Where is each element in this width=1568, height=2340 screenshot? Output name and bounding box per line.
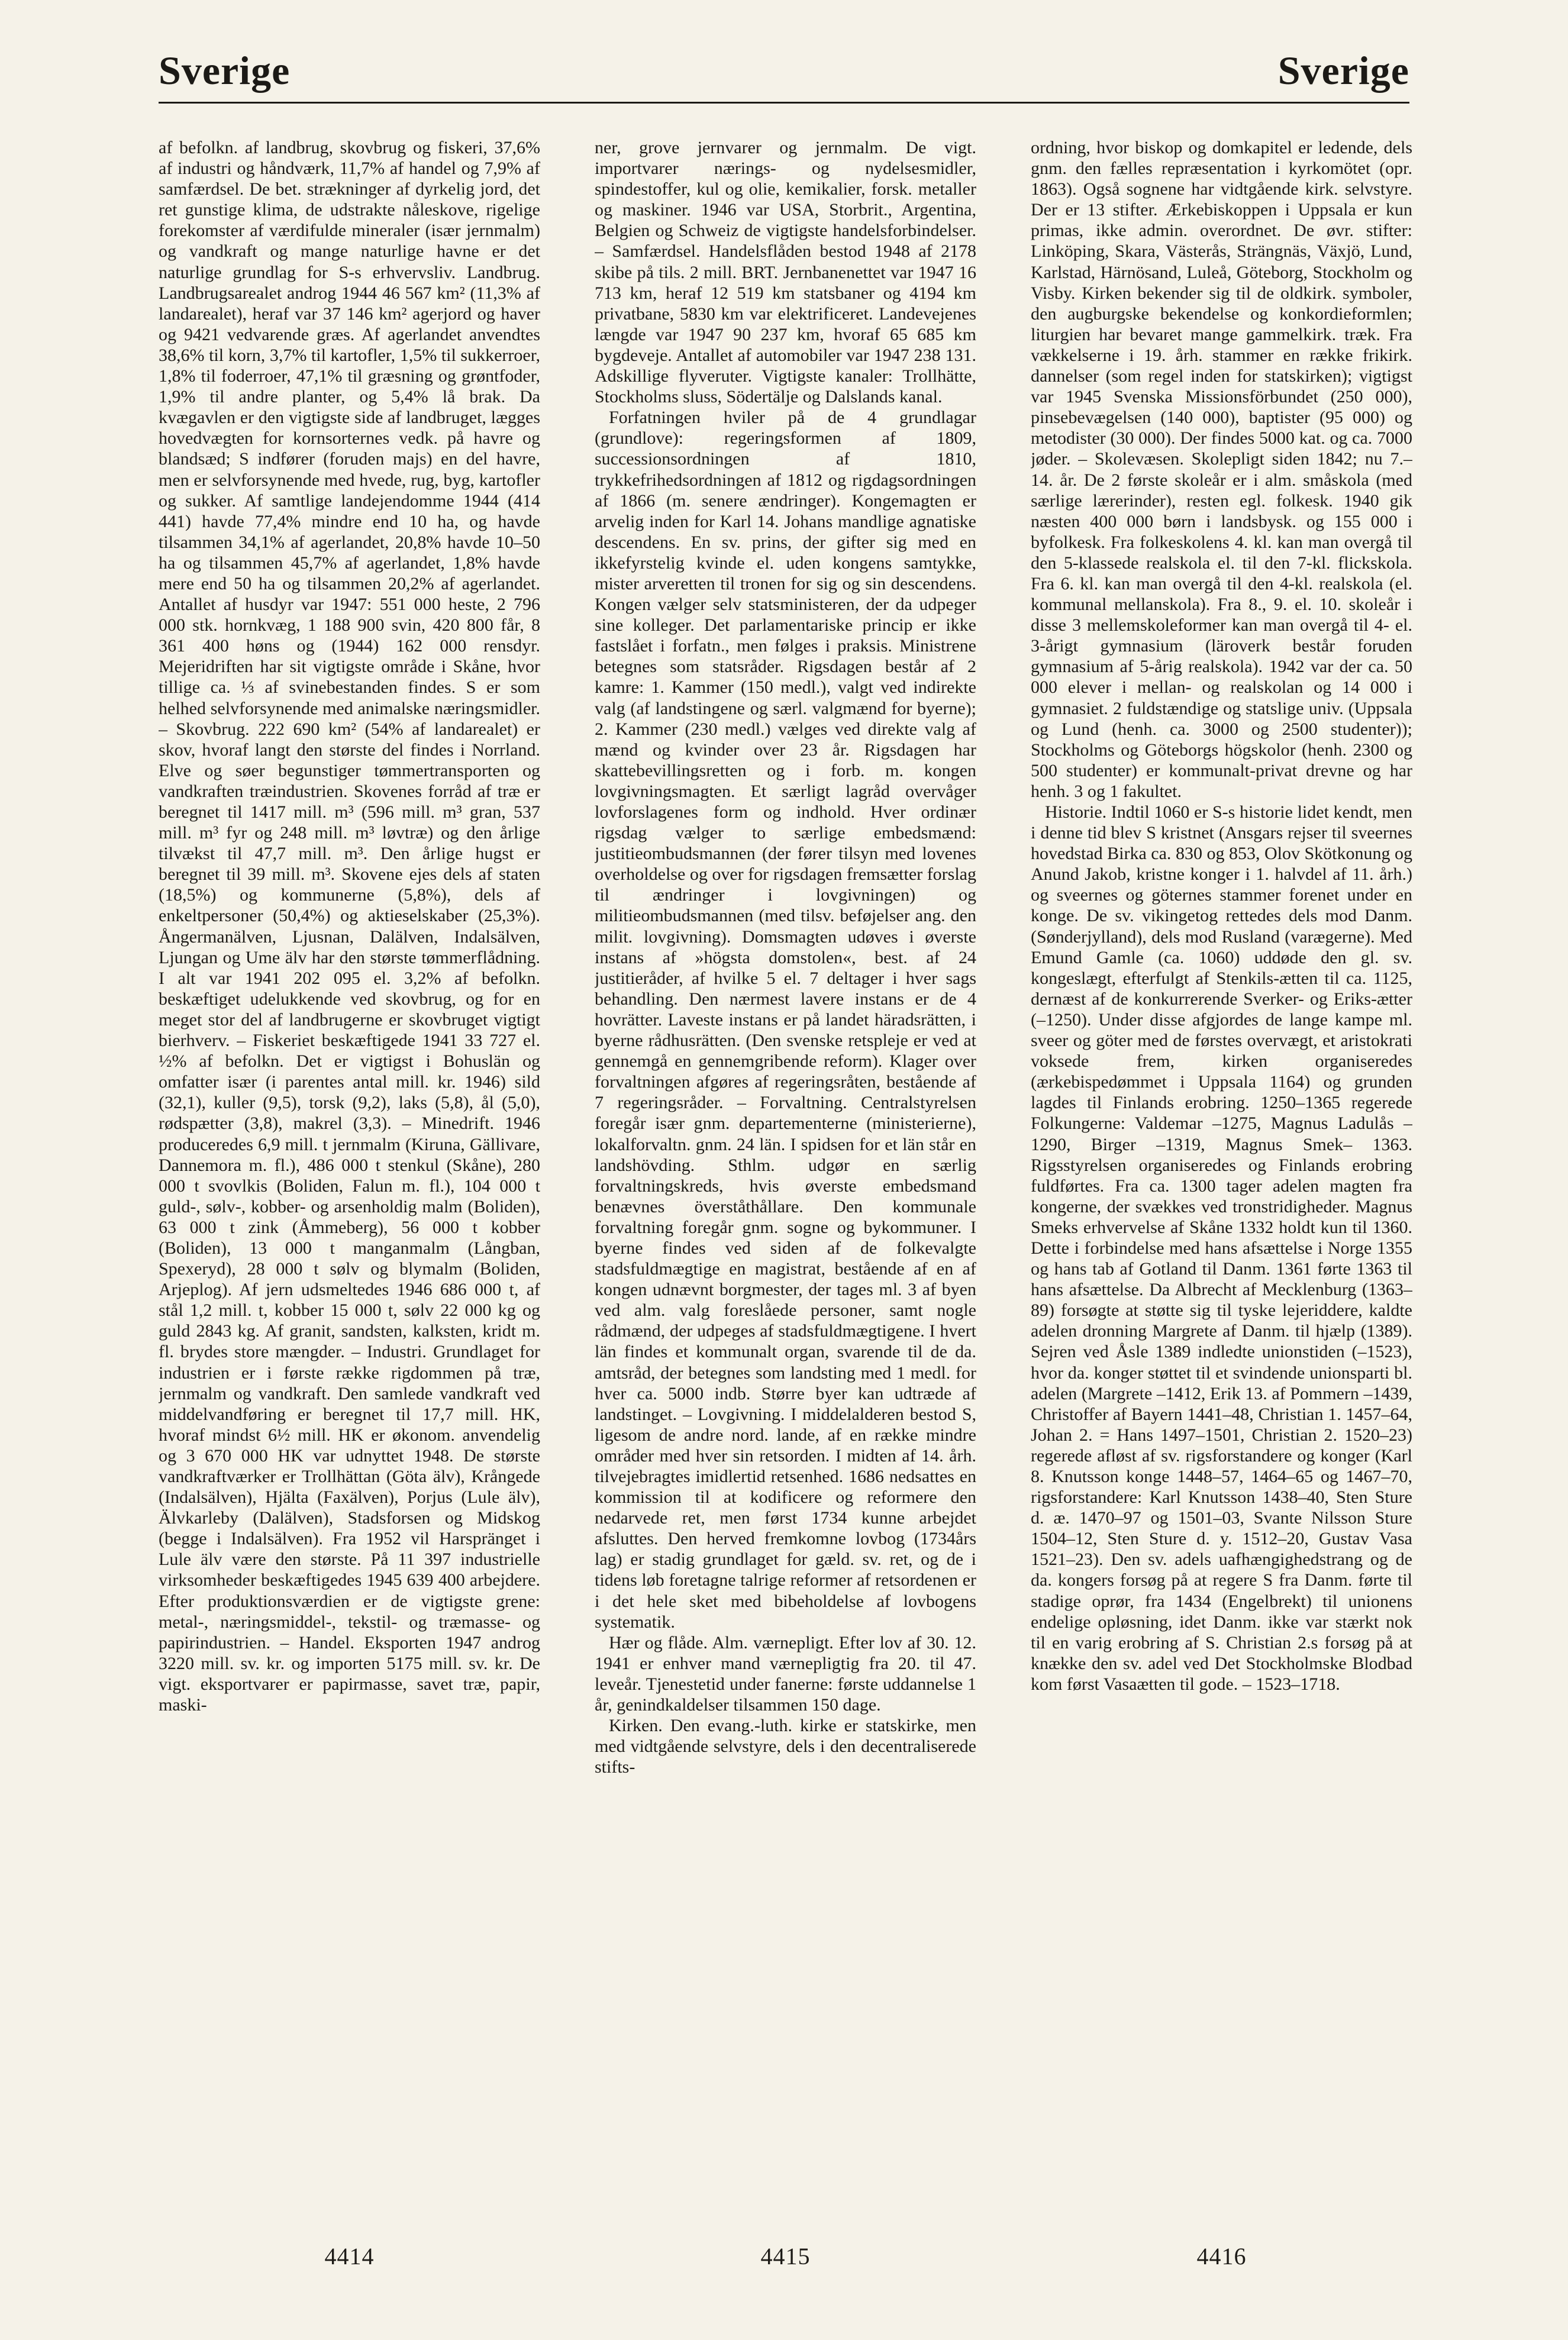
page-number-right: 4416 (1196, 2243, 1247, 2270)
header-rule (159, 102, 1409, 104)
column-2-paragraph-1: ner, grove jernvarer og jernmalm. De vigt. importvarer nærings- og nydelsesmidler, spindestoffer, kul og olie, kemikalier, forsk. metaller og maskiner. 1946 var USA, Storbrit., Argentina, Belgien og Schweiz de vigtigste handelsforbindelser. – Samfærdsel. Handelsflåden bestod 1948 af 2178 skibe på tils. 2 mill. BRT. Jernbanenettet var 1947 16 713 km, heraf 12 519 km statsbaner og 4194 km privatbane, 5830 km var elektrificeret. Landevejenes længde var 1947 90 237 km, hvoraf 65 685 km bygdeveje. Antallet af automobiler var 1947 238 131. Adskillige flyveruter. Vigtigste kanaler: Trollhätte, Stockholms sluss, Södertälje og Dalslands kanal. (595, 138, 976, 407)
column-3-paragraph-2: Historie. Indtil 1060 er S-s historie lidet kendt, men i denne tid blev S kristnet (Ansgars rejser til sveernes hovedstad Birka ca. 830 og 853, Olov Skötkonung og Anund Jakob, kristne konger i 1. halvdel af 11. årh.) og sveernes og göternes stammer forenet under en konge. De sv. vikingetog rettedes dels mod Danm. (Sønderjylland), dels mod Rusland (varægerne). Med Emund Gamle (ca. 1060) uddøde den gl. sv. kongeslægt, efterfulgt af Stenkils-ætten til ca. 1125, dernæst af de konkurrerende Sverker- og Eriks-ætter (–1250). Under disse afgjordes de lange kampe ml. sveer og göter med de førstes overvægt, et aristokrati voksede frem, kirken organiseredes (ærkebispedømmet i Uppsala 1164) og grunden lagdes til Finlands erobring. 1250–1365 regerede Folkungerne: Valdemar –1275, Magnus Ladulås –1290, Birger –1319, Magnus Smek– 1363. Rigsstyrelsen organiseredes og Finlands erobring fuldførtes. Fra ca. 1300 tager adelen magten fra kongerne, der svækkes ved tronstridigheder. Magnus Smeks erhvervelse af Skåne 1332 holdt kun til 1360. Dette i forbindelse med hans afsættelse i Norge 1355 og hans tab af Gotland til Danm. 1361 førte 1363 til hans afsættelse. Da Albrecht af Mecklenburg (1363–89) forsøgte at støtte sig til tyske lejeriddere, kaldte adelen dronning Margrete af Danm. til hjælp (1389). Sejren ved Åsle 1389 indledte unionstiden (–1523), hvor da. konger støttet til et svindende unionsparti bl. adelen (Margrete –1412, Erik 13. af Pommern –1439, Christoffer af Bayern 1441–48, Christian 1. 1457–64, Johan 2. = Hans 1497–1501, Christian 2. 1520–23) regerede afløst af sv. rigsforstandere og konger (Karl 8. Knutsson konge 1448–57, 1464–65 og 1467–70, rigsforstandere: Karl Knutsson 1438–40, Sten Sture d. æ. 1470–97 og 1501–03, Svante Nilsson Sture 1504–12, Sten Sture d. y. 1512–20, Gustav Vasa 1521–23). Den sv. adels uafhængighedstrang og de da. kongers forsøg på at regere S fra Danm. førte til stadige oprør, fra 1434 (Engelbrekt) til unionens endelige opløsning, idet Danm. ikke var stærkt nok til en varig erobring af S. Christian 2.s forsøg på at knække den sv. adel ved Det Stockholmske Blodbad kom først Vasaætten til gode. – 1523–1718. (1031, 802, 1412, 1694)
running-head-right: Sverige (1277, 48, 1409, 93)
column-1-paragraph-1: af befolkn. af landbrug, skovbrug og fiskeri, 37,6% af industri og håndværk, 11,7% af handel og 7,9% af samfærdsel. De bet. strækninger af dyrkelig jord, det ret gunstige klima, de udstrakte nåleskove, rigelige forekomster af værdifulde mineraler (især jernmalm) og vandkraft og mange naturlige havne er det naturlige grundlag for S-s erhvervsliv. Landbrug. Landbrugsarealet androg 1944 46 567 km² (11,3% af landarealet), heraf var 37 146 km² agerjord og haver og 9421 vedvarende græs. Af agerlandet anvendtes 38,6% til korn, 3,7% til kartofler, 1,5% til sukkerroer, 1,8% til foderroer, 47,1% til græsning og grøntfoder, 1,9% til andre planter, og 5,4% lå brak. Da kvægavlen er den vigtigste side af landbruget, lægges hovedvægten for kornsorternes vedk. på havre og blandsæd; S indfører (foruden majs) en del havre, men er selvforsynende med hvede, rug, byg, kartofler og sukker. Af samtlige landejendomme 1944 (414 441) havde 77,4% mindre end 10 ha, og havde tilsammen 34,1% af agerlandet, 20,8% havde 10–50 ha og tilsammen 45,7% af agerlandet, 1,8% havde mere end 50 ha og tilsammen 20,2% af agerlandet. Antallet af husdyr var 1947: 551 000 heste, 2 796 000 stk. hornkvæg, 1 188 900 svin, 420 800 får, 8 361 400 høns og (1944) 162 000 rensdyr. Mejeridriften har sit vigtigste område i Skåne, hvor tillige ca. ⅓ af svinebestanden findes. S er som helhed selvforsynende med animalske næringsmidler. – Skovbrug. 222 690 km² (54% af landarealet) er skov, hvoraf langt den største del findes i Norrland. Elve og søer begunstiger tømmertransporten og vandkraften træindustrien. Skovenes forråd af træ er beregnet til 1417 mill. m³ (596 mill. m³ gran, 537 mill. m³ fyr og 248 mill. m³ løvtræ) og den årlige tilvækst til 47,7 mill. m³. Den årlige hugst er beregnet til 39 mill. m³. Skovene ejes dels af staten (18,5%) og kommunerne (5,8%), dels af enkeltpersoner (50,4%) og aktieselskaber (25,3%). Ångermanälven, Ljusnan, Dalälven, Indalsälven, Ljungan og Ume älv har den største tømmerflådning. I alt var 1941 202 095 el. 3,2% af befolkn. beskæftiget udelukkende ved skovbrug, og for en meget stor del af landbrugerne er skovbruget vigtigt bierhverv. – Fiskeriet beskæftigede 1941 33 727 el. ½% af befolkn. Det er vigtigst i Bohuslän og omfatter især (i parentes antal mill. kr. 1946) sild (32,1), kuller (9,5), torsk (9,2), laks (5,8), ål (5,0), rødspætter (3,8), makrel (3,3). – Minedrift. 1946 produceredes 6,9 mill. t jernmalm (Kiruna, Gällivare, Dannemora m. fl.), 486 000 t stenkul (Skåne), 280 000 t svovlkis (Boliden, Falun m. fl.), 104 000 t guld-, sølv-, kobber- og arsenholdig malm (Boliden), 63 000 t zink (Åmmeberg), 56 000 t kobber (Boliden), 13 000 t manganmalm (Långban, Spexeryd), 28 000 t sølv og blymalm (Boliden, Arjeplog). Af jern udsmeltedes 1946 686 000 t, af stål 1,2 mill. t, kobber 15 000 t, sølv 22 000 kg og guld 2843 kg. Af granit, sandsten, kalksten, kridt m. fl. brydes store mængder. – Industri. Grundlaget for industrien er i første række rigdommen på træ, jernmalm og vandkraft. Den samlede vandkraft ved middelvandføring er beregnet til 17,7 mill. HK, hvoraf mindst 6½ mill. HK er økonom. anvendelig og 3 670 000 HK var udnyttet 1948. De største vandkraftværker er Trollhättan (Göta älv), Krångede (Indalsälven), Hjälta (Faxälven), Porjus (Lule älv), Älvkarleby (Dalälven), Stadsforsen og Midskog (begge i Indalsälven). Fra 1952 vil Harspränget i Lule älv være den største. På 11 397 industrielle virksomheder beskæftigedes 1945 639 400 arbejdere. Efter produktionsværdien er de vigtigste grene: metal-, næringsmiddel-, tekstil- og træmasse- og papirindustrien. – Handel. Eksporten 1947 androg 3220 mill. sv. kr. og importen 5175 mill. sv. kr. De vigt. eksportvarer er papirmasse, savet træ, papir, maski- (159, 138, 540, 1715)
text-column-1 (159, 137, 540, 2214)
column-3-paragraph-1: ordning, hvor biskop og domkapitel er ledende, dels gnm. den fælles repræsentation i kyrkomötet (opr. 1863). Også sognene har vidtgående kirk. selvstyre. Der er 13 stifter. Ærkebiskoppen i Uppsala er kun primas, ikke admin. overordnet. De øvr. stifter: Linköping, Skara, Västerås, Strängnäs, Växjö, Lund, Karlstad, Härnösand, Luleå, Göteborg, Stockholm og Visby. Kirken bekender sig til de oldkirk. symboler, den augburgske bekendelse og konkordieformlen; liturgien har bevaret mange gammelkirk. træk. Fra vækkelserne i 19. årh. stammer en række frikirk. dannelser (som regel inden for statskirken); vigtigst var 1945 Svenska Missionsförbundet (250 000), pinsebevægelsen (140 000), baptister (95 000) og metodister (30 000). Der findes 5000 kat. og ca. 7000 jøder. – Skolevæsen. Skolepligt siden 1842; nu 7.–14. år. De 2 første skoleår er i alm. småskola (med særlige lærerinder), resten egl. folkesk. 1940 gik næsten 400 000 børn i landsbysk. og 155 000 i byfolkesk. Fra folkeskolens 4. kl. kan man overgå til den 5-klassede realskola el. til den 7-kl. flickskola. Fra 6. kl. kan man overgå til den 4-kl. realskola (el. kommunal mellanskola). Fra 8., 9. el. 10. skoleår i disse 3 mellemskoleformer kan man overgå til 4- el. 3-årigt gymnasium (läroverk består foruden gymnasium af 5-årig realskola). 1942 var der ca. 50 000 elever i mellan- og realskolan og 14 000 i gymnasiet. 2 fuldstændige og statslige univ. (Uppsala og Lund (henh. ca. 3000 og 2500 studenter)); Stockholms og Göteborgs högskolor (henh. 2300 og 500 studenter) er kommunalt-privat drevne og har henh. 3 og 1 fakultet. (1031, 138, 1412, 801)
column-2-paragraph-4: Kirken. Den evang.-luth. kirke er statskirke, men med vidtgående selvstyre, dels i den decentraliserede stifts- (595, 1716, 976, 1777)
page-number-middle: 4415 (760, 2243, 811, 2270)
page-number-left: 4414 (324, 2243, 375, 2270)
column-2-paragraph-2: Forfatningen hviler på de 4 grundlagar (grundlove): regeringsformen af 1809, successionsordningen af 1810, trykkefrihedsordningen af 1812 og rigdagsordningen af 1866 (m. senere ændringer). Kongemagten er arvelig inden for Karl 14. Johans mandlige agnatiske descendens. En sv. prins, der gifter sig med en ikkefyrstelig kvinde el. uden kongens samtykke, mister arveretten til tronen for sig og sin descendens. Kongen vælger selv statsministeren, der da udpeger sine kolleger. Det parlamentariske princip er ikke fastslået i forfatn., men følges i praksis. Ministrene betegnes som statsråder. Rigsdagen består af 2 kamre: 1. Kammer (150 medl.), valgt ved indirekte valg (af landstingene og særl. valgmænd for byerne); 2. Kammer (230 medl.) vælges ved direkte valg af mænd og kvinder over 23 år. Rigsdagen har skattebevillingsretten og i forb. m. kongen lovgivningsmagten. Et særligt lagråd overvåger lovforslagenes form og indhold. Hver ordinær rigsdag vælger to særlige embedsmænd: justitieombudsmannen (der fører tilsyn med lovenes overholdelse og over for rigsdagen fremsætter forslag til ændringer i lovgivningen) og militieombudsmannen (med tilsv. beføjelser ang. den milit. lovgivning). Domsmagten udøves i øverste instans af »högsta domstolen«, best. af 24 justitieråder, af hvilke 5 el. 7 deltager i hver sags behandling. Den nærmest lavere instans er de 4 hovrätter. Laveste instans er på landet häradsrätten, i byerne rådhusrätten. (Den svenske retspleje er ved at gennemgå en gennemgribende reform). Klager over forvaltningen afgøres af regeringsråten, bestående af 7 regeringsråder. – Forvaltning. Centralstyrelsen foregår især gnm. departementerne (ministerierne), lokalforvaltn. gnm. 24 län. I spidsen for et län står en landshövding. Sthlm. udgør en særlig forvaltningskreds, hvis øverste embedsmand benævnes överståthållare. Den kommunale forvaltning foregår gnm. sogne og bykommuner. I byerne findes ved siden af de folkevalgte stadsfuldmægtige en magistrat, bestående af en af kongen udnævnt borgmester, der tages ml. 3 af byen ved alm. valg foreslåede personer, samt nogle rådmænd, der udpeges af stadsfuldmægtigene. I hvert län findes et kommunalt organ, svarende til de da. amtsråd, der betegnes som landsting med 1 medl. for hver ca. 5000 indb. Større byer kan udtræde af landstinget. – Lovgivning. I middelalderen bestod S, ligesom de andre nord. lande, af en række mindre områder med hver sin retsorden. I midten af 14. årh. tilvejebragtes imidlertid retsenhed. 1686 nedsattes en kommission til at kodificere og reformere den nedarvede ret, men først 1734 kunne arbejdet afsluttes. Den herved fremkomne lovbog (1734års lag) er stadig grundlaget for gæld. sv. ret, og de i tidens løb foretagne talrige reformer af retsordenen er i det hele sket med bibeholdelse af lovbogens systematik. (595, 408, 976, 1632)
text-column-2 (595, 137, 976, 2214)
text-column-3 (1031, 137, 1412, 2214)
column-2-paragraph-3: Hær og flåde. Alm. værnepligt. Efter lov af 30. 12. 1941 er enhver mand værnepligtig fra 20. til 47. leveår. Tjenestetid under fanerne: første uddannelse 1 år, genindkaldelser tilsammen 150 dage. (595, 1632, 976, 1715)
running-head-left: Sverige (159, 48, 291, 93)
